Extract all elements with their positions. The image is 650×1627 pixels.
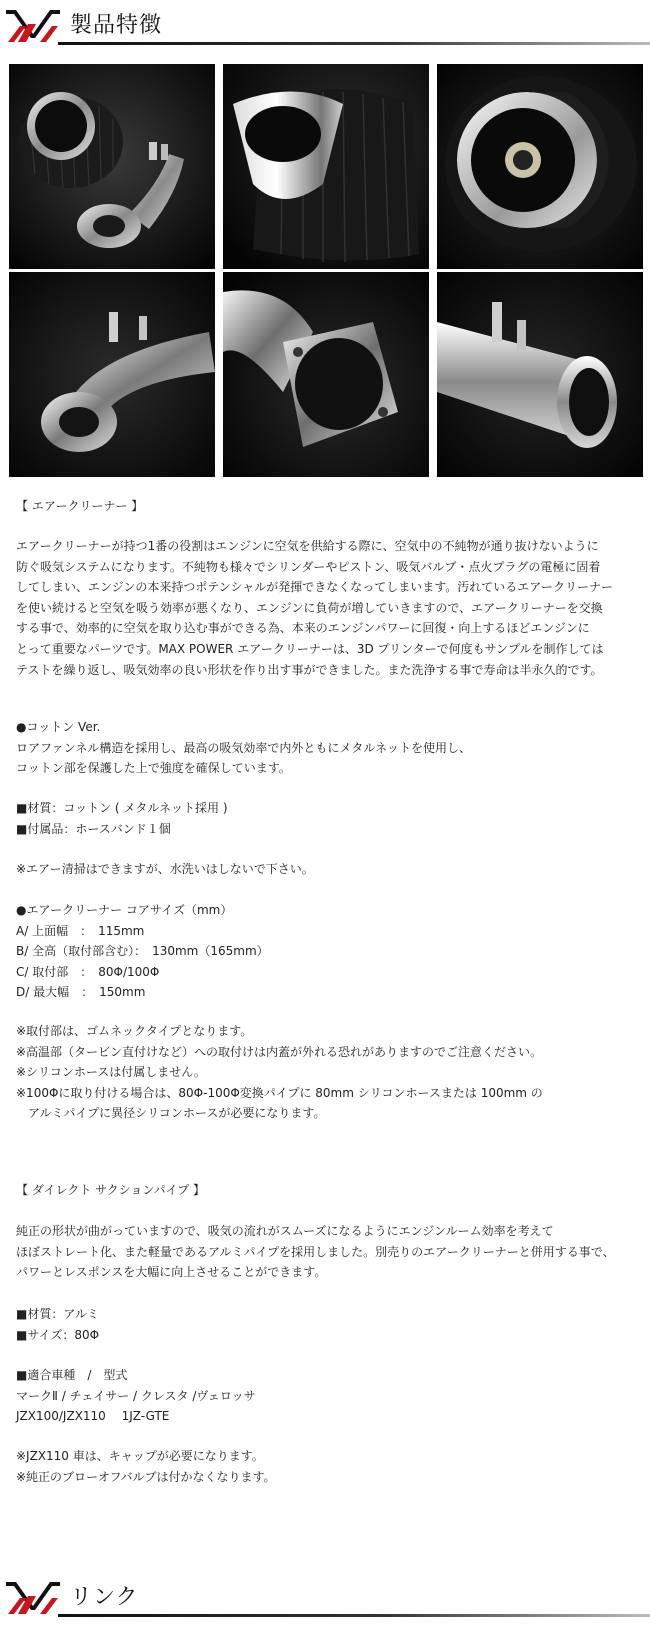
paragraph-line: を使い続けると空気を吸う効率が悪くなり、エンジンに負荷が増していきますので、エアークリーナーを交換 (16, 600, 603, 615)
spec-line: ■サイズ：80Φ (16, 1327, 100, 1342)
note-line: ※高温部（タービン直付けなど）への取付けは内蓋が外れる恐れがありますのでご注意ください。 (16, 1044, 543, 1059)
core-size-line: C/ 取付部 ： 80Φ/100Φ (16, 964, 160, 979)
suction-pipe-description (16, 1221, 636, 1283)
spec-line: ■材質：アルミ (16, 1307, 99, 1321)
wash-note: ※エアー清掃はできますが、水洗いはしないで下さい。 (16, 862, 314, 876)
air-cleaner-side-photo (223, 64, 429, 269)
air-cleaner-heading-block (16, 496, 636, 517)
suction-pipe-flange-photo (223, 272, 429, 477)
note-line: ※JZX110 車は、キャップが必要になります。 (16, 1449, 264, 1463)
suction-pipe-inlet-photo (437, 272, 643, 477)
paragraph-line: パワーとレスポンスを大幅に向上させることができます。 (16, 1265, 327, 1280)
section-title: リンク (70, 1585, 139, 1610)
note-line: ※シリコンホースは付属しません。 (16, 1065, 206, 1080)
paragraph-line: する事で、効率的に空気を取り込む事ができる為、本来のエンジンパワーに回復・向上するほどエンジンに (16, 621, 590, 636)
fitment-block (16, 1365, 636, 1427)
suction-pipe-photo (9, 272, 215, 477)
air-cleaner-description (16, 536, 636, 680)
section-header-links (0, 1572, 650, 1624)
section-title: 製品特徴 (70, 13, 163, 38)
cotton-title: ●コットン Ver. (16, 720, 101, 734)
suction-pipe-heading-block (16, 1180, 636, 1201)
air-cleaner-heading: 【 エアークリーナー 】 (16, 499, 144, 513)
cotton-line: ロアファンネル構造を採用し、最高の吸気効率で内外ともにメタルネットを使用し、 (16, 740, 472, 755)
paragraph-line: ほぼストレート化、また軽量であるアルミパイプを採用しました。別売りのエアークリーナーと併用する事で、 (16, 1244, 615, 1259)
header-rule (58, 42, 650, 45)
suction-pipe-spec (16, 1304, 636, 1345)
paragraph-line: とって重要なパーツです。MAX POWER エアークリーナーは、3D プリンターで何度もサンプルを制作しては (16, 641, 604, 656)
accessory-line: ■付属品：ホースバンド１個 (16, 821, 171, 836)
note-line: ※取付部は、ゴムネックタイプとなります。 (16, 1024, 253, 1038)
core-size-line: D/ 最大幅 ： 150mm (16, 985, 146, 1000)
note-line: ※純正のブローオフバルブは付かなくなります。 (16, 1469, 276, 1484)
note-line: ※100Φに取り付ける場合は、80Φ-100Φ変換パイプに 80mm シリコンホースまたは 100mm の (16, 1085, 543, 1100)
xs-logo-icon (6, 4, 60, 44)
air-cleaner-and-pipe-photo (9, 64, 215, 269)
suction-pipe-notes (16, 1446, 636, 1487)
header-rule (58, 1614, 650, 1617)
paragraph-line: してしまい、エンジンの本来持つポテンシャルが発揮できなくなってしまいます。汚れているエアークリーナー (16, 580, 613, 595)
paragraph-line: テストを繰り返し、吸気効率の良い形状を作り出す事ができました。また洗浄する事で寿命は半永久的です。 (16, 662, 603, 677)
product-gallery (9, 64, 643, 484)
material-line: ■材質：コットン ( メタルネット採用 ) (16, 801, 228, 815)
fitment-line: JZX100/JZX110 1JZ-GTE (16, 1409, 170, 1424)
core-size-block (16, 900, 636, 1003)
fitment-title: ■適合車種 / 型式 (16, 1368, 128, 1382)
core-size-line: A/ 上面幅 ： 115mm (16, 923, 145, 938)
air-cleaner-top-photo (437, 64, 643, 269)
material-block (16, 798, 636, 839)
note-line: アルミパイプに異径シリコンホースが必要になります。 (16, 1106, 326, 1121)
fitment-line: マークⅡ / チェイサー / クレスタ /ヴェロッサ (16, 1388, 256, 1403)
wash-note-block (16, 859, 636, 880)
core-size-title: ●エアークリーナー コアサイズ（mm） (16, 903, 233, 917)
core-size-line: B/ 全高（取付部含む）： 130mm（165mm） (16, 944, 269, 959)
section-header-features (0, 0, 650, 52)
paragraph-line: エアークリーナーが持つ1番の役割はエンジンに空気を供給する際に、空気中の不純物が通り抜けないように (16, 539, 599, 553)
air-cleaner-notes (16, 1021, 636, 1124)
suction-pipe-heading: 【 ダイレクト サクションパイプ 】 (16, 1183, 206, 1197)
xs-logo-icon (6, 1576, 60, 1616)
cotton-version-block (16, 717, 636, 779)
paragraph-line: 純正の形状が曲がっていますので、吸気の流れがスムーズになるようにエンジンルーム効率を考えて (16, 1224, 554, 1238)
cotton-line: コットン部を保護した上で強度を確保しています。 (16, 761, 291, 776)
paragraph-line: 防ぐ吸気システムになります。不純物も様々でシリンダーやピストン、吸気バルブ・点火プラグの電極に固着 (16, 559, 601, 574)
